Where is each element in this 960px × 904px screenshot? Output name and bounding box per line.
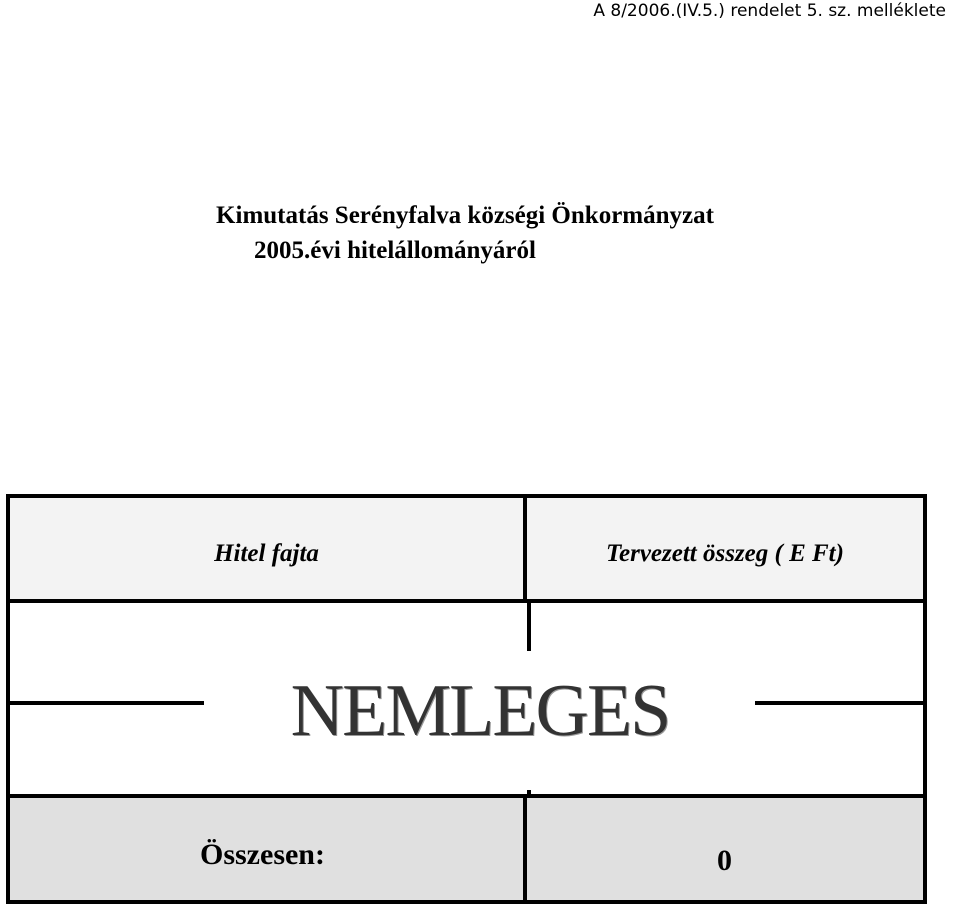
column-header-planned-amount: Tervezett összeg ( E Ft): [606, 540, 844, 567]
total-value: 0: [717, 844, 732, 877]
column-divider: [527, 603, 531, 651]
header-cell-planned-amount: [527, 498, 923, 603]
table-body: [10, 603, 923, 798]
total-label-cell: [10, 798, 527, 900]
none-stamp-text: NEMLEGES: [290, 670, 670, 752]
header-cell-credit-type: [10, 498, 527, 603]
credit-table: [6, 494, 927, 904]
document-subtitle: 2005.évi hitelállományáról: [254, 237, 536, 264]
annex-reference: A 8/2006.(IV.5.) rendelet 5. sz. melléklete: [593, 1, 946, 21]
strike-line-right: [755, 701, 923, 705]
document-title: Kimutatás Serényfalva községi Önkormányzat: [216, 202, 714, 229]
total-label: Összesen:: [200, 838, 325, 871]
strike-line-left: [10, 701, 204, 705]
total-value-cell: [527, 798, 923, 900]
column-header-credit-type: Hitel fajta: [214, 540, 319, 567]
